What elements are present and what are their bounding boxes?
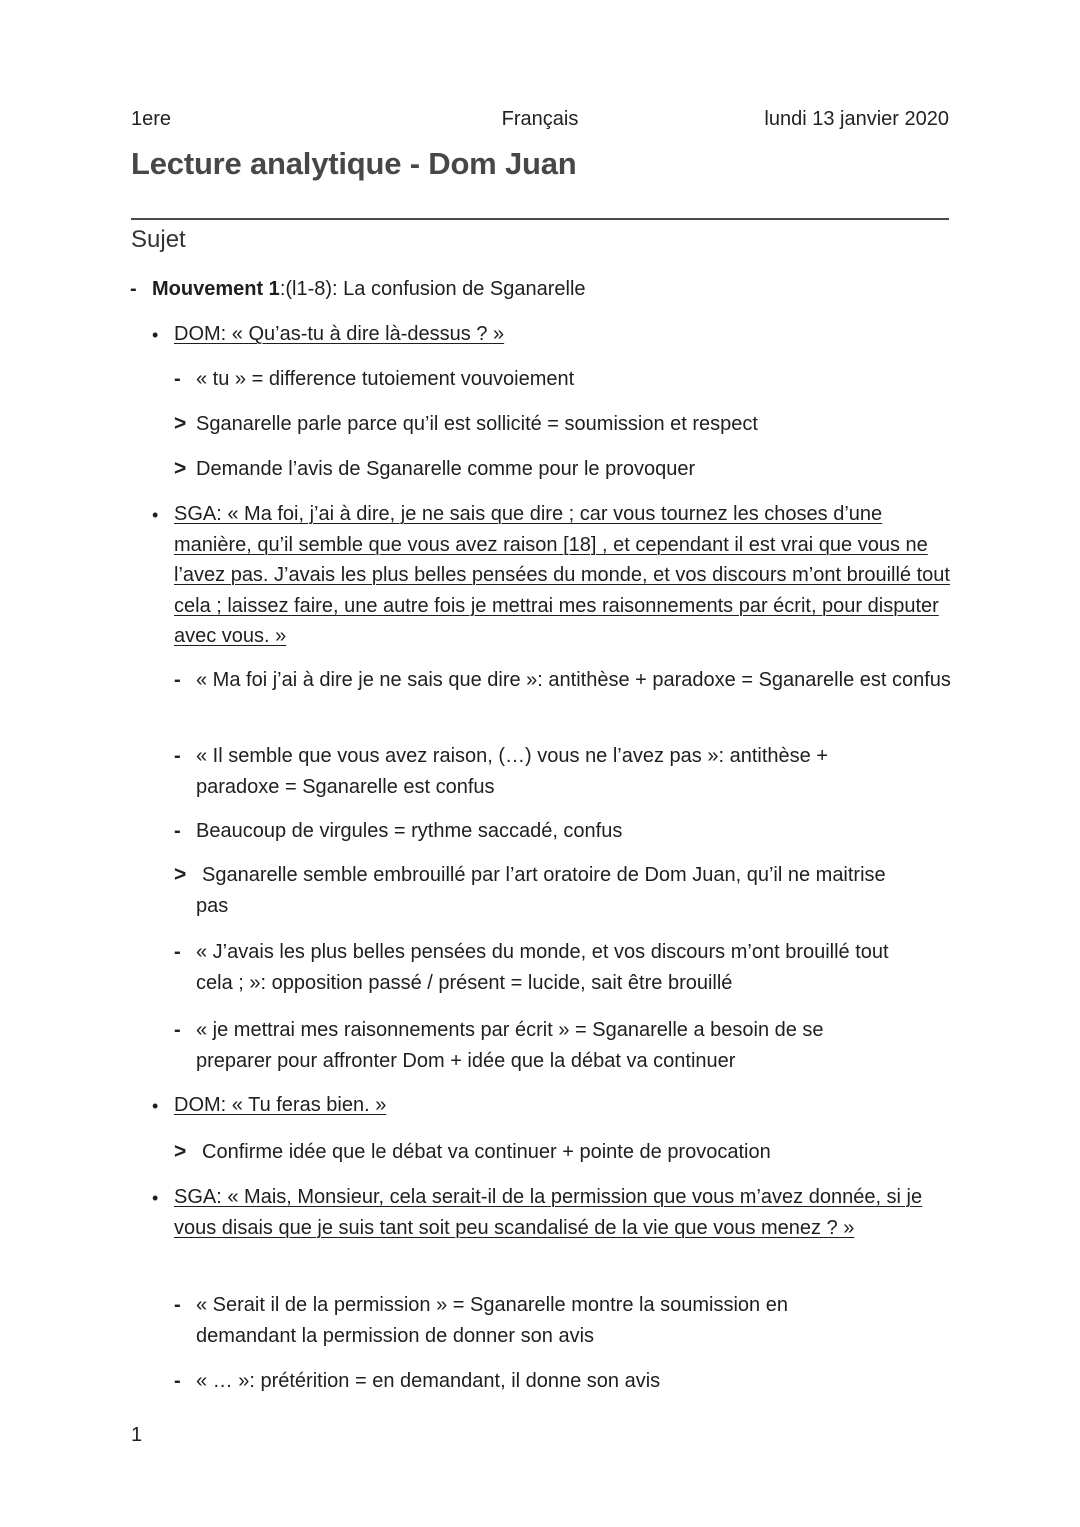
section-title: Sujet: [131, 226, 186, 253]
page-title: Lecture analytique - Dom Juan: [131, 146, 577, 181]
note-item: « je mettrai mes raisonnements par écrit » = Sganarelle a besoin de se preparer pour affronter Dom + idée que la débat va continuer: [196, 1019, 824, 1072]
note-item: « Serait il de la permission » = Sganarelle montre la soumission en demandant la permission de donner son avis: [196, 1294, 788, 1347]
quote-dom-1: DOM: « Qu’as-tu à dire là-dessus ? »: [174, 323, 505, 345]
page-header: [131, 108, 949, 136]
header-date: lundi 13 janvier 2020: [764, 108, 949, 130]
dash-marker: -: [174, 669, 181, 691]
dash-marker: -: [174, 1294, 181, 1316]
mouvement-description: :(l1-8): La confusion de Sganarelle: [279, 278, 586, 300]
bullet-marker: •: [152, 1188, 159, 1208]
arrow-marker: >: [174, 412, 187, 435]
dash-marker: -: [174, 745, 181, 767]
note-item: « Il semble que vous avez raison, (…) vous ne l’avez pas »: antithèse + paradoxe = Sganarelle est confus: [196, 745, 829, 798]
header-class-level: 1ere: [131, 108, 172, 130]
note-item: Demande l’avis de Sganarelle comme pour le provoquer: [196, 458, 696, 480]
note-item: Beaucoup de virgules = rythme saccadé, confus: [196, 820, 623, 842]
arrow-marker: >: [174, 1140, 187, 1163]
page-number: 1: [131, 1424, 143, 1446]
arrow-marker: >: [174, 457, 187, 480]
title-divider: [131, 218, 949, 220]
note-item: Sganarelle semble embrouillé par l’art oratoire de Dom Juan, qu’il ne maitrise pas: [196, 864, 886, 917]
quote-sga-2: SGA: « Mais, Monsieur, cela serait-il de la permission que vous m’avez donnée, si je vous disais que je suis tant soit peu scandalisé de la vie que vous menez ? »: [174, 1186, 923, 1239]
arrow-marker: >: [174, 863, 187, 886]
quote-dom-2: DOM: « Tu feras bien. »: [174, 1094, 387, 1116]
note-item: « … »: prétérition = en demandant, il donne son avis: [196, 1370, 661, 1392]
mouvement-label: Mouvement 1: [152, 278, 280, 300]
mouvement-heading: [152, 274, 586, 305]
note-item: Sganarelle parle parce qu’il est sollicité = soumission et respect: [196, 413, 758, 435]
bullet-marker: •: [152, 325, 159, 345]
dash-marker: -: [130, 278, 137, 300]
quote-sga-1: SGA: « Ma foi, j’ai à dire, je ne sais que dire ; car vous tournez les choses d’une manière, qu’il semble que vous avez raison [18] , et cependant il est vrai que vous ne l’avez pas. J’avais les plus belles pensées du monde, et vos discours m’ont brouillé tout cela ; laissez faire, une autre fois je mettrai mes raisonnements par écrit, pour disputer avec vous. »: [174, 503, 950, 647]
note-item: « tu » = difference tutoiement vouvoiement: [196, 368, 575, 390]
dash-marker: -: [174, 368, 181, 390]
dash-marker: -: [174, 941, 181, 963]
note-item: Confirme idée que le débat va continuer + pointe de provocation: [202, 1141, 771, 1163]
header-subject: Français: [501, 108, 579, 130]
note-item: « J’avais les plus belles pensées du monde, et vos discours m’ont brouillé tout cela ; »: opposition passé / présent = lucide, sait être brouillé: [196, 941, 889, 994]
dash-marker: -: [174, 1370, 181, 1392]
note-item: « Ma foi j’ai à dire je ne sais que dire »: antithèse + paradoxe = Sganarelle est confus: [196, 669, 951, 691]
dash-marker: -: [174, 820, 181, 842]
dash-marker: -: [174, 1019, 181, 1041]
bullet-marker: •: [152, 1096, 159, 1116]
bullet-marker: •: [152, 505, 159, 525]
